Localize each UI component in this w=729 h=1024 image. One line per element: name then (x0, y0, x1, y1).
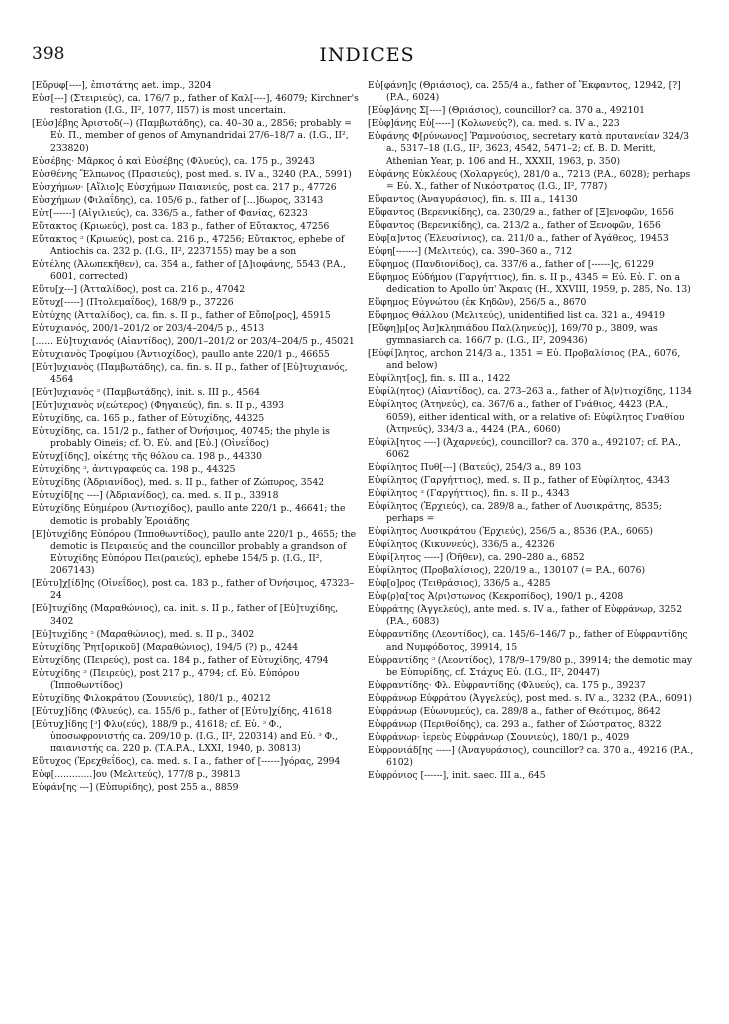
page-number: 398 (32, 44, 65, 64)
index-entry: Εὐφίλητος (Ἐρχιεύς), ca. 289/8 a., father of Λυσικράτης, 8535; perhaps = (368, 501, 662, 525)
index-entry: [Εὐσ]έβης Ἀριστοδ(--) (Παμβωτάδης), ca. 40–30 a., 2856; probably = Εὐ. Π., member of genos of Amynandridai 27/6–18/7 a. (I.G., II², 233820) (32, 118, 352, 154)
index-entry: Εὐσθένης Ἔλπωνος (Πρασιεύς), post med. s. IV a., 3240 (P.A., 5991) (32, 168, 352, 180)
index-entry: Εὐφάνης Φ[ρύνωνος] Ῥαμνούσιος, secretary κατὰ πρυτανείαν 324/3 a., 5317–18 (I.G., II², 3623, 4542, 5471–2; cf. B. D. Meritt, Athenian Year, p. 106 and H., XXXII, 1963, p. 350) (368, 131, 689, 167)
index-entry: Εὐφίλητος Λυσικράτου (Ἐρχιεύς), 256/5 a., 8536 (P.A., 6065) (368, 526, 653, 538)
index-entry: Εὐφραντίδης· Φλ. Εὐφραντίδης (Φλυεύς), ca. 175 p., 39237 (368, 679, 646, 691)
index-entry: [...... Εὐ]τυχιανός (Αἰαντίδος), 200/1–201/2 or 203/4–204/5 p., 45021 (32, 336, 355, 348)
index-entry: Εὔφαντος (Ἀναγυράσιος), fin. s. III a., 14130 (368, 193, 578, 205)
index-entry: Εὔφαντος (Βερενικίδης), ca. 213/2 a., father of Ξενοφῶν, 1656 (368, 219, 661, 231)
index-entry: Εὐφίλ[ητος ----] (Ἀχαρνεύς), councillor? ca. 370 a., 492107; cf. P.A., 6062 (368, 436, 681, 461)
index-entry: Εὐφραντίδης (Λεοντίδος), ca. 145/6–146/7 p., father of Εὐφραντίδης and Νυμφόδοτος, 39914, 15 (368, 629, 688, 653)
index-entry: Εὐφ[ο]ρος (Τειθράσιος), 336/5 a., 4285 (368, 578, 551, 590)
index-entry: [Εὐφ]άνης Εὐ[-----] (Κολωνεύς?), ca. med. s. IV a., 223 (368, 118, 620, 130)
index-entry: Εὐφη[-------] (Μελιτεύς), ca. 390–360 a., 712 (368, 245, 573, 257)
index-entry: Εὔτακτος ᵓ (Κριωεύς), post ca. 216 p., 47256; Εὔτακτος, ephebe of Antiochis ca. 232 p. (I.G., II², 2237155) may be a son (32, 233, 345, 257)
index-entry: Εὐφίλητος Πυθ[---] (Βατεύς), 254/3 a., 89 103 (368, 462, 582, 474)
index-entry: Εὐφίλητος (Γαργήττιος), med. s. II p., father of Εὐφίλητος, 4343 (368, 475, 670, 487)
index-entry: Εὐφίλητος (Κικυννεύς), 336/5 a., 42326 (368, 539, 555, 551)
index-entry: [Εὐτ]υχιανὸς ᵓ (Παμβωτάδης), init. s. III p., 4564 (32, 387, 260, 399)
index-entry: Εὔφαντος (Βερενικίδης), ca. 230/29 a., father of [Ξ]ενοφῶν, 1656 (368, 206, 674, 218)
index-entry: Εὐτυχ[ίδης], οἰκέτης τῆς θόλου ca. 198 p., 44330 (32, 451, 262, 463)
index-entry: Εὐτυχίδης ᵓ, ἀντιγραφεύς ca. 198 p., 44325 (32, 464, 236, 476)
index-entry: Εὐσχήμων (Φιλαΐδης), ca. 105/6 p., father of [...]δωρος, 33143 (32, 194, 324, 206)
index-entry: Εὐφί[λητος -----] (Ὀῆθεν), ca. 290–280 a., 6852 (368, 552, 585, 564)
index-entry: Εὐτυχιανός, 200/1–201/2 or 203/4–204/5 p., 4513 (32, 323, 265, 335)
index-entry: Εὐφίλητος (Ἀτηνεύς), ca. 367/6 a., father of Γνάθιος, 4423 (P.A., 6059), either identical with, or a relative of: Εὐφίλητος Γναθίου (Ἀτηνεύς), 334/3 a., 4424 (P.A., 6060) (368, 399, 685, 435)
index-entry: Εὐφράνωρ Εὐφράτου (Ἀγγελεύς), post med. s. IV a., 3232 (P.A., 6091) (368, 692, 692, 704)
index-entry: [Εὐτυχ]ίδης [ᵓ] Φλυ(εύς), 188/9 p., 41618; cf. Εὐ. ᵓ Φ., ὑποσωφρονιστής ca. 209/10 p. (I.G., II², 220314) and Εὐ. ᵓ Φ., παιανιστής ca. 220 p. (T.A.P.A., LXXI, 1940, p. 30813) (32, 718, 338, 755)
index-entry: [Εὐφί]λητος, archon 214/3 a., 1351 = Εὐ. Προβαλίσιος (P.A., 6076, and below) (368, 348, 681, 372)
index-entry: [Εὐφ]άνης Σ[----] (Θριάσιος), councillor? ca. 370 a., 492101 (368, 105, 646, 117)
index-entry: Εὐφ⟨ρ⟩α[τος Ἀ⟨ρι⟩στωνος (Κεκροπίδος), 190/1 p., 4208 (368, 591, 624, 603)
page-header (32, 44, 702, 68)
index-entry: Εὐτυχίδης, ca. 165 p., father of Εὐτυχίδης, 44325 (32, 413, 265, 425)
index-entry: Εὐσ[---] (Στειριεύς), ca. 176/7 p., father of Καλ[----], 46079; Kirchner's restoration (I.G., II², 1077, II57) is most uncertain. (32, 93, 359, 117)
index-entry: Εὐφ[.............]ου (Μελιτεύς), 177/8 p., 39813 (32, 769, 241, 781)
index-entry: Εὐφίλητ[ος], fin. s. III a., 1422 (368, 373, 511, 385)
index-entry: Εὔτυχος (Ἐρεχθεΐδος), ca. med. s. I a., father of [------]γόρας, 2994 (32, 756, 341, 768)
index-entry: [Εὐ]τυχίδης (Μαραθώνιος), ca. init. s. II p., father of [Εὐ]τυχίδης, 3402 (32, 603, 339, 627)
right-column (368, 80, 700, 783)
index-entry: Εὐτέλης (Ἀλωπεκῆθεν), ca. 354 a., father of [Δ]ιοφάνης, 5543 (P.A., 6001, corrected) (32, 258, 346, 283)
page-title: INDICES (319, 44, 415, 66)
index-entry: Εὐφρόνιος [------], init. saec. III a., 645 (368, 770, 546, 782)
index-entry: Εὐτυχιανὸς Τροφίμου (Ἀντιοχίδος), paullo ante 220/1 p., 46655 (32, 349, 330, 361)
index-entry: Εὐσέβης· Μᾶρκος ὁ καὶ Εὐσέβης (Φλυεύς), ca. 175 p., 39243 (32, 155, 315, 167)
index-entry: Εὐτυχίδης ᵓ (Πειρεύς), post 217 p., 4794; cf. Εὐ. Εὐπόρου (Ἱπποθωντίδος) (32, 667, 300, 691)
index-entry: Εὐφ[α]ντος (Ἐλευσίνιος), ca. 211/0 a., father of Ἀγάθεος, 19453 (368, 232, 669, 244)
index-entry: Εὐφίλ(ητος) (Αἰαντίδος), ca. 273–263 a., father of Ἀ⟨ν⟩τιοχίδης, 1134 (368, 386, 692, 398)
index-entry: [Ε]ὐτυχίδης Εὐπόρου (Ἱπποθωντίδος), paullo ante 220/1 p., 4655; the demotic is Πειραιεύς and the councillor probably a grandson of Εὐτυχίδης Εὐπόρου Πει(ραιεύς), ephebe 154/5 p. (I.G., II², 2067143) (32, 528, 357, 577)
index-entry: Εὐτυχίδης Ῥητ[ορικοῦ] (Μαραθώνιος), 194/5 (?) p., 4244 (32, 641, 299, 653)
index-entry: Εὐφράτης (Ἀγγελεύς), ante med. s. IV a., father of Εὐφράνωρ, 3252 (P.A., 6083) (368, 604, 683, 628)
index-entry: Εὐφίλητος ᵓ (Γαργήττιος), fin. s. II p., 4343 (368, 488, 570, 500)
index-entry: Εὔφημος Εὐγνώτου (ἐκ Κηδῶν), 256/5 a., 8670 (368, 297, 587, 309)
index-entry: Εὐτ[------] (Αἰγιλιεύς), ca. 336/5 a., father of Φανίας, 62323 (32, 207, 308, 219)
index-entry: Εὐτυχίδης, ca. 151/2 p., father of Ὀνήσιμος, 40745; the phyle is probably Oineis; cf. Ὀ. Εὐ. and [Εὐ.] (Οἰνεΐδος) (32, 426, 330, 450)
index-entry: Εὐφρονιάδ[ης -----] (Ἀναγυράσιος), councillor? ca. 370 a., 49216 (P.A., 6102) (368, 744, 694, 769)
index-entry: Εὐφάν[ης ---] (Εὐπυρίδης), post 255 a., 8859 (32, 782, 239, 794)
index-entry: Εὐτύχης (Ἀτταλίδος), ca. fin. s. II p., father of Εὔπο[ρος], 45915 (32, 310, 331, 322)
index-entry: Εὐτυχίδης (Ἀδριανίδος), med. s. II p., father of Ζώπυρος, 3542 (32, 477, 325, 489)
index-entry: [Εὔρυφ[----], ἐπιστάτης aet. imp., 3204 (32, 80, 212, 91)
index-entry: Εὐφράνωρ (Περιθοίδης), ca. 293 a., father of Σώστρατος, 8322 (368, 718, 662, 730)
index-entry: Εὐφράνωρ (Εὐωνυμεύς), ca. 289/8 a., father of Θεότιμος, 8642 (368, 705, 661, 717)
index-entry: Εὐφράνωρ· ἱερεὺς Εὐφράνωρ (Σουνιεύς), 180/1 p., 4029 (368, 731, 630, 743)
index-entry: Εὐφίλητος (Προβαλίσιος), 220/19 a., 130107 (= P.A., 6076) (368, 565, 646, 577)
index-entry: Εὐφάνης Εὐκλέους (Χολαργεύς), 281/0 a., 7213 (P.A., 6028); perhaps = Εὐ. Χ., father of Νικόστρατος (I.G., II², 7787) (368, 168, 691, 192)
index-entry: [Εὐ]τυχίδης ᵓ (Μαραθώνιος), med. s. II p., 3402 (32, 628, 255, 640)
left-column (32, 80, 364, 795)
index-entry: Εὐτυχίδης Φιλοκράτου (Σουνιεύς), 180/1 p., 40212 (32, 692, 271, 704)
index-entry: Εὔτακτος (Κριωεύς), post ca. 183 p., father of Εὔτακτος, 47256 (32, 220, 330, 232)
index-entry: [Εὔφη]μ[ος Ἀσ]κληπιάδου Παλ(ληνεύς)], 169/70 p., 3809, was gymnasiarch ca. 166/7 p. (I.G., II², 209436) (368, 323, 658, 347)
index-entry: Εὔτυχ[-----] (Πτολεμαΐδος), 168/9 p., 37226 (32, 297, 234, 309)
index-entry: Εὐτυχίδ[ης ----] (Ἀδριανίδος), ca. med. s. II p., 33918 (32, 490, 279, 502)
index-entry: Εὔτυ[χ---] (Ἀτταλίδος), post ca. 216 p., 47042 (32, 284, 246, 296)
index-entry: Εὔφημος Εὐδήμου (Γαργήττιος), fin. s. II p., 4345 = Εὐ. Εὐ. Γ. on a dedication to Apollo ὑπ' Ἄκραις (H., XXVIII, 1959, p. 285, No. 13) (368, 271, 691, 296)
index-entry: [Εὐτ]υχιανὸς ν(εώτερος) (Φηγαιεύς), fin. s. II p., 4393 (32, 400, 285, 412)
index-entry: Εὐτυχίδης Εὐημέρου (Ἀντιοχίδος), paullo ante 220/1 p., 46641; the demotic is probably Ἐροιάδης (32, 503, 346, 527)
index-entry: Εὔφημος (Πανδιονίδος), ca. 337/6 a., father of [------]ς, 61229 (368, 258, 654, 270)
index-entry: [Εὐτ]υχιανὸς (Παμβωτάδης), ca. fin. s. II p., father of [Εὐ]τυχιανός, 4564 (32, 362, 348, 386)
index-entry: Εὐτυχίδης (Πειρεύς), post ca. 184 p., father of Εὐτυχίδης, 4794 (32, 654, 329, 666)
index-entry: Εὐφραντίδης ᵓ (Λεοντίδος), 178/9–179/80 p., 39914; the demotic may be Εὐπυρίδης, cf. Στάχυς Εὐ. (I.G., II², 20447) (368, 654, 693, 678)
index-entry: [Εὐτυ]χ[ίδ]ης (Οἰνεΐδος), post ca. 183 p., father of Ὀνήσιμος, 47323–24 (32, 578, 355, 602)
index-entry: Εὐσχήμων· [Αἴλιο]ς Εὐσχήμων Παιανιεύς, post ca. 217 p., 47726 (32, 181, 337, 193)
index-entry: Εὔφημος Θάλλου (Μελιτεύς), unidentified list ca. 321 a., 49419 (368, 310, 665, 322)
index-entry: [Εὐτυχ]ίδης (Φλυεύς), ca. 155/6 p., father of [Εὐτυ]χίδης, 41618 (32, 705, 332, 717)
index-entry: Εὐ[φάνη]ς (Θριάσιος), ca. 255/4 a., father of Ἔκφαντος, 12942, [?] (P.A., 6024) (368, 80, 681, 104)
